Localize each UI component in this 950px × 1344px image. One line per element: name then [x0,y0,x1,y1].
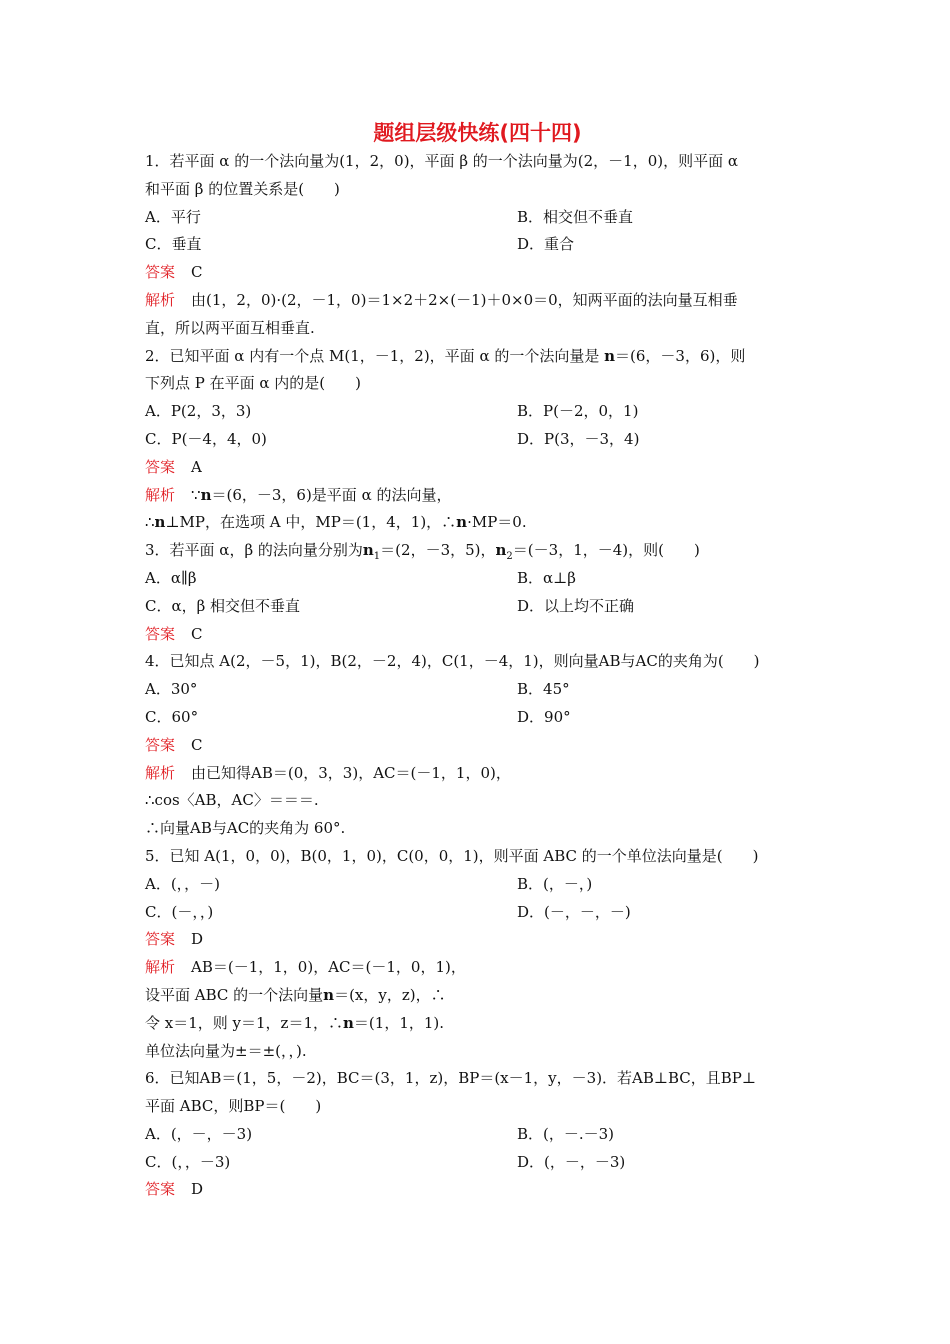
q4-analysis-line3: ∴向量AB与AC的夹角为 60°. [145,819,346,838]
q5-analysis-line2 [145,982,810,1010]
q4-options-row2 [145,704,810,732]
q2-option-c: C．P(－4，4，0) [145,429,267,448]
answer-tag: 答案 [145,735,176,754]
q6-answer [145,1176,810,1204]
q1-analysis-text1: 由(1，2，0)·(2，－1，0)＝1×2＋2×(－1)＋0×0＝0，知两平面的法向量互相垂 [191,290,738,309]
q3-option-a: A．α∥β [145,568,197,587]
answer-tag: 答案 [145,457,176,476]
q6-option-a: A．(，－，－3) [145,1124,253,1143]
analysis-tag: 解析 [145,958,176,977]
q6-option-c: C．(，，－3) [145,1152,231,1171]
q5-options-row2 [145,899,810,927]
q3-stem [145,537,810,565]
q1-option-c: C．垂直 [145,235,202,254]
q1-options-row2 [145,231,810,259]
q2-stem-text-b: ＝(6，－3，6)，则 [615,346,746,365]
q5-analysis-text2a: 设平面 ABC 的一个法向量 [145,985,324,1004]
q2-vector-n: n [604,346,616,365]
q1-option-a: A．平行 [145,207,201,226]
q3-subscript-1: 1 [373,551,381,563]
q2-vector-n: n [456,513,468,532]
q2-analysis-text2: ⊥MP，在选项 A 中，MP＝(1，4，1)，∴ [165,513,457,532]
q4-answer-value: C [191,735,203,754]
q5-analysis-line3 [145,1010,810,1038]
q5-analysis-text1: AB＝(－1，1，0)，AC＝(－1，0，1)， [191,958,466,977]
because-symbol: ∵ [191,485,201,504]
q2-option-d: D．P(3，－3，4) [517,429,640,448]
q4-options-row1 [145,676,810,704]
q4-option-a: A．30° [145,680,198,699]
document-page [145,120,810,1204]
q2-option-b: B．P(－2，0，1) [517,402,639,421]
answer-tag: 答案 [145,263,176,282]
q2-answer [145,454,810,482]
q2-vector-n: n [200,485,212,504]
q5-option-b: B．(，－，) [517,874,593,893]
q1-answer-value: C [191,263,203,282]
q5-vector-n: n [343,1013,354,1032]
q5-option-d: D．(－，－，－) [517,902,631,921]
analysis-tag: 解析 [145,763,176,782]
q6-option-b: B．(，－.－3) [517,1124,615,1143]
q2-analysis-text1: ＝(6，－3，6)是平面 α 的法向量， [211,485,452,504]
q5-options-row1 [145,871,810,899]
answer-tag: 答案 [145,624,176,643]
q2-analysis-text3: ·MP＝0. [467,513,527,532]
q2-vector-n: n [154,513,166,532]
q1-option-b: B．相交但不垂直 [517,207,634,226]
q6-options-row1 [145,1121,810,1149]
q2-stem-text-a: 2．已知平面 α 内有一个点 M(1，－1，2)，平面 α 的一个法向量是 [145,346,605,365]
q3-answer-value: C [191,624,203,643]
q4-analysis-text1: 由已知得AB＝(0，3，3)，AC＝(－1，1，0)， [191,763,511,782]
q2-analysis-line1 [145,482,810,510]
q5-analysis-text3a: 令 x＝1，则 y＝1，z＝1，∴ [145,1013,344,1032]
q5-analysis-line4: 单位法向量为±＝±(，，). [145,1041,307,1060]
q6-option-d: D．(，－，－3) [517,1152,626,1171]
q6-stem-line2: 平面 ABC，则BP＝( ) [145,1097,322,1116]
q5-option-a: A．(，，－) [145,874,221,893]
q5-option-c: C．(－，，) [145,902,214,921]
q2-option-a: A．P(2，3，3) [145,402,252,421]
q4-option-b: B．45° [517,680,570,699]
q3-option-d: D．以上均不正确 [517,596,635,615]
q5-analysis-text3b: ＝(1，1，1). [353,1013,445,1032]
q3-option-c: C．α，β 相交但不垂直 [145,596,301,615]
q5-analysis-line1 [145,954,810,982]
q4-analysis-line1 [145,760,810,788]
q4-stem: 4．已知点 A(2，－5，1)，B(2，－2，4)，C(1，－4，1)，则向量AB与AC的夹角为( ) [145,652,760,671]
q3-answer [145,621,810,649]
analysis-tag: 解析 [145,290,176,309]
q6-answer-value: D [191,1180,204,1199]
q2-analysis-line2 [145,509,810,537]
q1-stem-line1: 1．若平面 α 的一个法向量为(1，2，0)，平面 β 的一个法向量为(2，－1，0)，则平面 α [145,152,738,170]
q1-option-d: D．重合 [517,235,575,254]
answer-tag: 答案 [145,1180,176,1199]
q3-option-b: B．α⊥β [517,568,576,587]
answer-tag: 答案 [145,930,176,949]
therefore-symbol: ∴ [145,513,155,532]
q5-answer-value: D [191,930,204,949]
q5-analysis-text2b: ＝(x，y，z)，∴ [334,985,446,1004]
q5-vector-n: n [323,985,335,1004]
q4-option-d: D．90° [517,707,571,726]
q2-stem-line1 [145,343,810,371]
q1-options-row1 [145,204,810,232]
q3-vector-n1: n [362,541,374,560]
q5-answer [145,926,810,954]
q6-options-row2 [145,1149,810,1177]
q1-analysis-line1 [145,287,810,315]
analysis-tag: 解析 [145,485,176,504]
q5-stem: 5．已知 A(1，0，0)，B(0，1，0)，C(0，0，1)，则平面 ABC 的一个单位法向量是( ) [145,846,759,865]
q2-answer-value: A [191,457,202,476]
q3-stem-text-a: 3．若平面 α，β 的法向量分别为 [145,541,363,560]
q6-stem-line1: 6．已知AB＝(1，5，－2)，BC＝(3，1，z)，BP＝(x－1，y，－3)．若AB⊥BC，且BP⊥ [145,1069,757,1088]
q4-analysis-line2: ∴cos〈AB，AC〉＝＝＝. [145,791,319,810]
q3-vector-n2: n [495,541,507,560]
q3-options-row1 [145,565,810,593]
q2-options-row1 [145,398,810,426]
q3-stem-text-b: ＝(2，－3，5)， [380,541,496,560]
page-title: 题组层级快练(四十四) [373,121,582,145]
q3-subscript-2: 2 [506,551,513,563]
q1-stem-line2: 和平面 β 的位置关系是( ) [145,179,340,198]
q3-options-row2 [145,593,810,621]
q3-stem-text-c: ＝(－3，1，－4)，则( ) [512,541,700,560]
q4-option-c: C．60° [145,707,199,726]
q1-analysis-line2: 直，所以两平面互相垂直. [145,318,315,337]
q2-options-row2 [145,426,810,454]
q1-answer [145,259,810,287]
q2-stem-line2: 下列点 P 在平面 α 内的是( ) [145,374,361,393]
q4-answer [145,732,810,760]
